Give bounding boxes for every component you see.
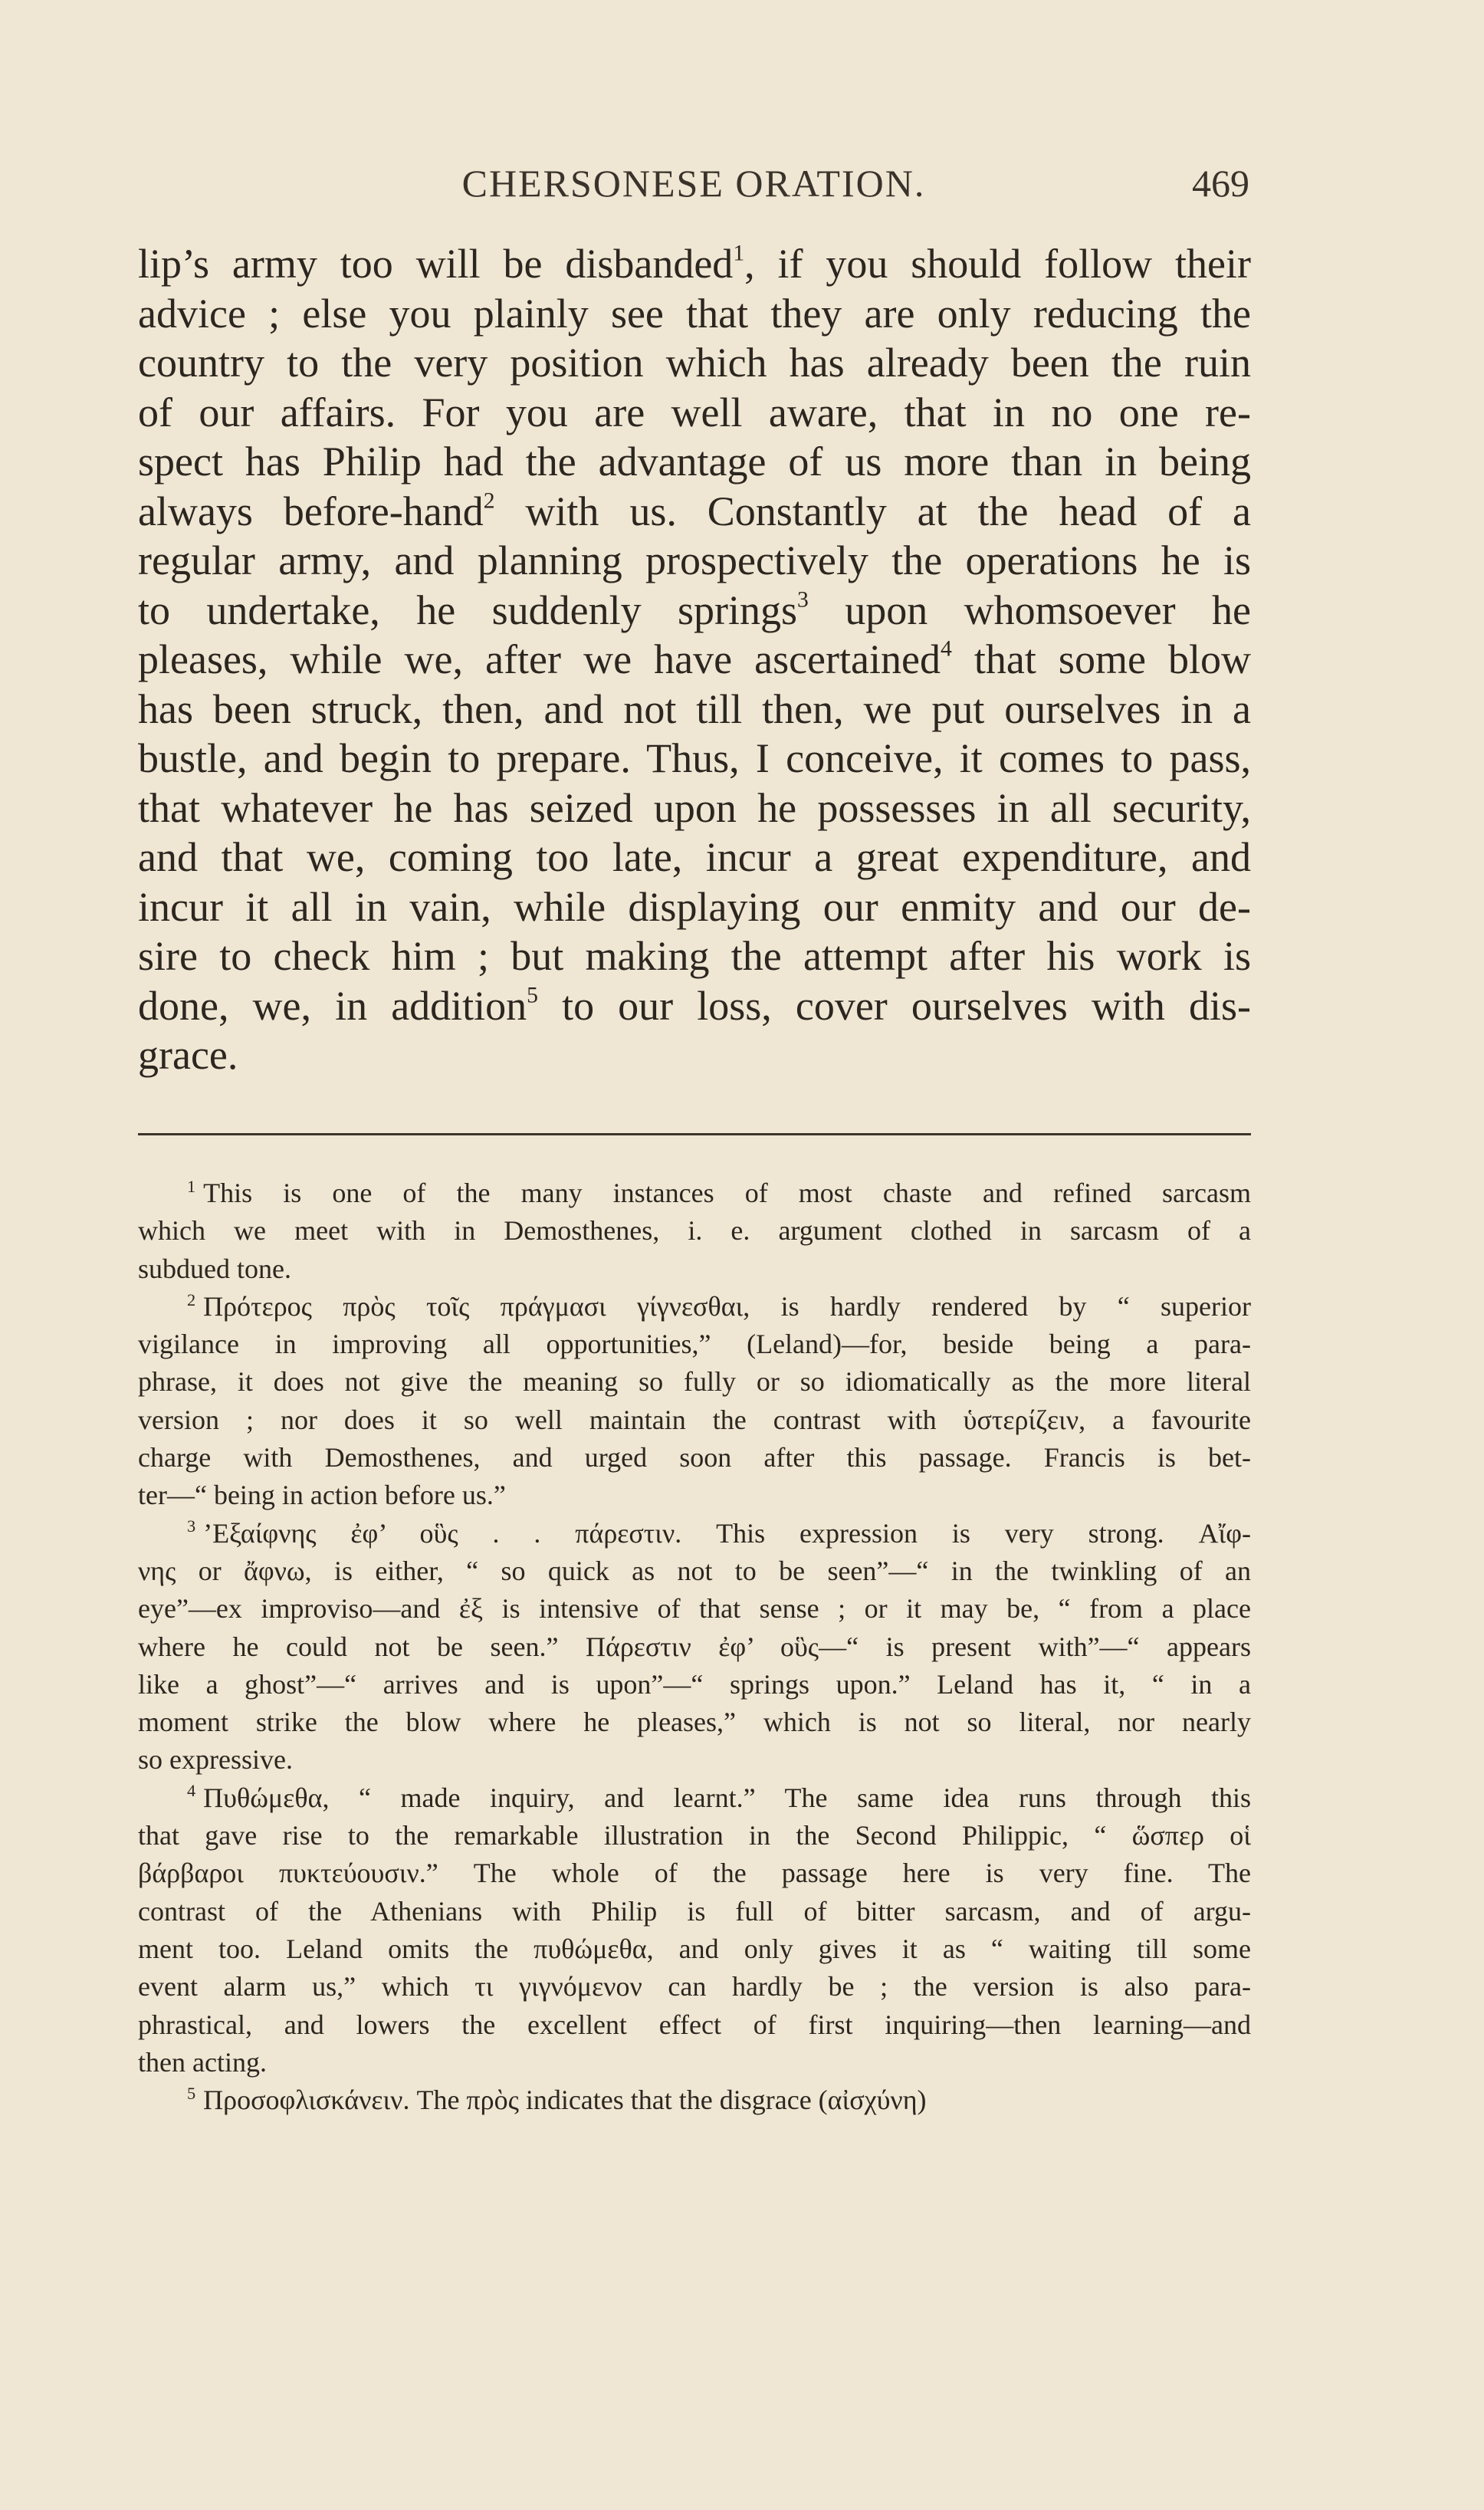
footnote-text: which we meet with in Demosthenes, i. e. argument clothed in sarcasm of a [138,1215,1251,1247]
footnote-line [138,1590,1251,1628]
body-line [138,586,1251,636]
page-number: 469 [1192,162,1249,205]
footnote-line [138,1930,1251,1968]
footnote-text: ment too. Leland omits the πυθώμεθα, and only gives it as “ waiting till some [138,1933,1251,1964]
body-line [138,437,1251,487]
running-head [138,161,1249,215]
main-paragraph [138,239,1251,1080]
footnotes [138,1175,1251,2119]
footnote-line [138,1703,1251,1741]
footnote-reference: 5 [527,983,539,1008]
footnote-line [138,1212,1251,1250]
footnote-text: βάρβαροι πυκτεύουσιν.” The whole of the passage here is very fine. The [138,1858,1251,1889]
body-line [138,685,1251,734]
footnote-text: Προσοφλισκάνειν. The πρὸς indicates that the disgrace (αἰσχύνη) [203,2085,927,2116]
footnote-text: Πυθώμεθα, “ made inquiry, and learnt.” The same idea runs through this [203,1782,1251,1813]
footnote-reference: 1 [733,241,745,266]
footnote-text: like a ghost”—“ arrives and is upon”—“ springs upon.” Leland has it, “ in a [138,1668,1251,1700]
body-line [138,536,1251,586]
footnote-line [138,1175,1251,1212]
footnote-text: phrase, it does not give the meaning so fully or so idiomatically as the more literal [138,1366,1251,1398]
footnote-text: This is one of the many instances of most chaste and refined sarcasm [203,1178,1251,1208]
footnote-text: contrast of the Athenians with Philip is full of bitter sarcasm, and of argu- [138,1895,1251,1927]
body-line [138,635,1251,685]
body-line-text: to undertake, he suddenly springs [138,586,798,633]
footnote-line [138,1855,1251,1892]
body-line-text: , if you should follow their [744,241,1251,287]
body-line-text: incur it all in vain, while displaying our enmity and our de- [138,883,1251,930]
footnote-line [138,1250,1251,1288]
footnote-line [138,1741,1251,1779]
footnote-text: moment strike the blow where he pleases,” which is not so literal, nor nearly [138,1707,1251,1738]
body-line-text: has been struck, then, and not till then, we put ourselves in a [138,685,1251,732]
footnote-text: then acting. [138,2046,267,2078]
body-line-text: spect has Philip had the advantage of us more than in being [138,439,1251,485]
running-head-title: CHERSONESE ORATION. [461,162,926,205]
body-line-text: done, we, in addition [138,982,527,1029]
footnote-text: subdued tone. [138,1253,291,1284]
footnote-line [138,1401,1251,1439]
footnote-line [138,1515,1251,1552]
body-line-text: always before-hand [138,488,484,534]
footnote-number: 3 [187,1516,196,1536]
body-line-text: with us. Constantly at the head of a [494,488,1251,534]
footnote-line [138,1628,1251,1666]
body-line-text: grace. [138,1032,238,1078]
body-line-text: of our affairs. For you are well aware, that in no one re- [138,389,1251,435]
footnote-text: vigilance in improving all opportunities,” (Leland)—for, beside being a para- [138,1329,1251,1360]
footnote-line [138,1817,1251,1855]
footnote-text: version ; nor does it so well maintain the contrast with ὑστερίζειν, a favourite [138,1404,1251,1435]
footnote-text: phrastical, and lowers the excellent effect of first inquiring—then learning—and [138,2009,1251,2040]
body-line-text: lip’s army too will be disbanded [138,241,734,287]
footnote-line [138,1439,1251,1477]
body-line [138,487,1251,537]
body-line-text: country to the very position which has already been the ruin [138,340,1251,386]
footnote-text: that gave rise to the remarkable illustration in the Second Philippic, “ ὥσπερ οἱ [138,1820,1251,1851]
footnote-reference: 3 [797,587,809,613]
footnote-line [138,1779,1251,1817]
footnote-number: 5 [187,2083,196,2103]
footnote-line [138,2006,1251,2044]
body-line [138,388,1251,438]
footnote-text: Πρότερος πρὸς τοῖς πράγμασι γίγνεσθαι, is hardly rendered by “ superior [203,1290,1251,1322]
body-line [138,338,1251,388]
body-line [138,931,1251,981]
footnote-line [138,1968,1251,2006]
footnote-number: 4 [187,1781,196,1801]
body-line-text: bustle, and begin to prepare. Thus, I conceive, it comes to pass, [138,735,1251,781]
body-line [138,981,1251,1031]
footnote-line [138,1893,1251,1930]
body-line [138,833,1251,882]
body-line [138,1030,1251,1080]
footnote-line [138,1363,1251,1401]
footnote-text: ’Εξαίφνης ἐφ’ οὓς . . πάρεστιν. This expression is very strong. Αἴφ- [203,1517,1251,1549]
body-line-text: and that we, coming too late, incur a great expenditure, and [138,834,1251,880]
footnote-text: eye”—ex improviso—and ἐξ is intensive of that sense ; or it may be, “ from a place [138,1593,1251,1625]
body-line [138,784,1251,833]
footnote-line [138,1477,1251,1514]
footnote-text: νης or ἄφνω, is either, “ so quick as not to be seen”—“ in the twinkling of an [138,1555,1251,1586]
footnote-line [138,2044,1251,2081]
body-line-text: that whatever he has seized upon he possesses in all security, [138,784,1251,831]
footnote-line [138,1552,1251,1590]
body-line-text: that some blow [951,636,1251,682]
footnote-line [138,1288,1251,1326]
footnote-divider [138,1133,1251,1135]
body-line-text: regular army, and planning prospectively the operations he is [138,537,1251,583]
footnote-line [138,1326,1251,1363]
footnote-text: event alarm us,” which τι γιγνόμενον can hardly be ; the version is also para- [138,1971,1251,2002]
footnote-number: 2 [187,1289,196,1309]
body-line-text: pleases, while we, after we have ascertained [138,636,941,682]
footnote-line [138,2081,1251,2119]
body-line [138,239,1251,289]
footnote-number: 1 [187,1176,196,1196]
footnote-text: ter—“ being in action before us.” [138,1480,506,1511]
body-line [138,882,1251,932]
body-line-text: sire to check him ; but making the attempt after his work is [138,933,1251,979]
footnote-text: charge with Demosthenes, and urged soon after this passage. Francis is bet- [138,1442,1251,1473]
body-line-text: advice ; else you plainly see that they are only reducing the [138,290,1251,337]
footnote-reference: 4 [940,636,952,662]
body-line [138,289,1251,339]
footnote-line [138,1666,1251,1703]
footnote-text: so expressive. [138,1744,293,1776]
footnote-reference: 2 [483,488,495,514]
footnote-text: where he could not be seen.” Πάρεστιν ἐφ’ οὓς—“ is present with”—“ appears [138,1631,1251,1662]
body-line-text: to our loss, cover ourselves with dis- [538,982,1251,1029]
body-line-text: upon whomsoever he [808,586,1251,633]
body-line [138,734,1251,784]
